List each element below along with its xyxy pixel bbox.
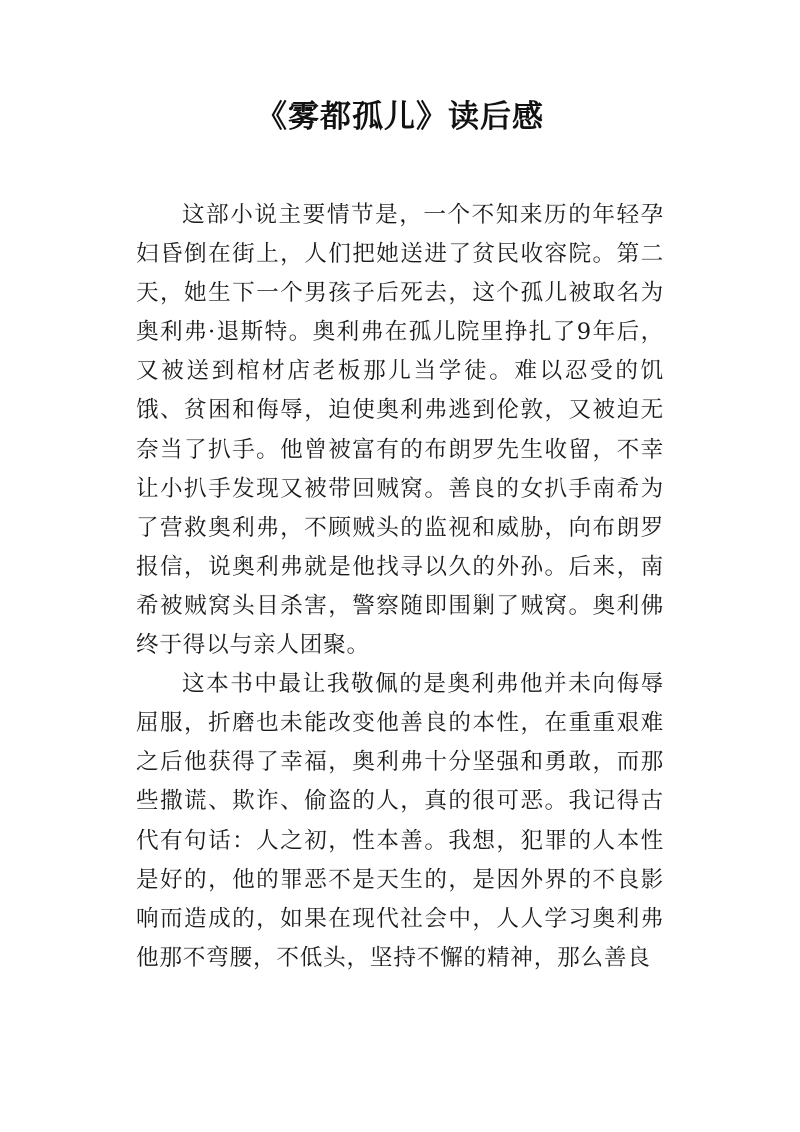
paragraph-summary: 这部小说主要情节是，一个不知来历的年轻孕妇昏倒在街上，人们把她送进了贫民收容院。第二天，她生下一个男孩子后死去，这个孤儿被取名为奥利弗·退斯特。奥利弗在孤儿院里挣扎了9年后，又被送到棺材店老板那儿当学徒。难以忍受的饥饿、贫困和侮辱，迫使奥利弗逃到伦敦，又被迫无奈当了扒手。他曾被富有的布朗罗先生收留，不幸让小扒手发现又被带回贼窝。善良的女扒手南希为了营救奥利弗，不顾贼头的监视和威胁，向布朗罗报信，说奥利弗就是他找寻以久的外孙。后来，南希被贼窝头目杀害，警察随即围剿了贼窝。奥利佛终于得以与亲人团聚。 xyxy=(136,202,664,659)
document-title: 《雾都孤儿》读后感 xyxy=(256,99,544,135)
paragraph-reflection: 这本书中最让我敬佩的是奥利弗他并未向侮辱屈服，折磨也未能改变他善良的本性，在重重艰难之后他获得了幸福，奥利弗十分坚强和勇敢，而那些撒谎、欺诈、偷盗的人，真的很可恶。我记得古代有句话：人之初，性本善。我想，犯罪的人本性是好的，他的罪恶不是天生的，是因外界的不良影响而造成的，如果在现代社会中，人人学习奥利弗他那不弯腰，不低头，坚持不懈的精神，那么善良 xyxy=(136,671,664,971)
document-body xyxy=(136,196,664,978)
